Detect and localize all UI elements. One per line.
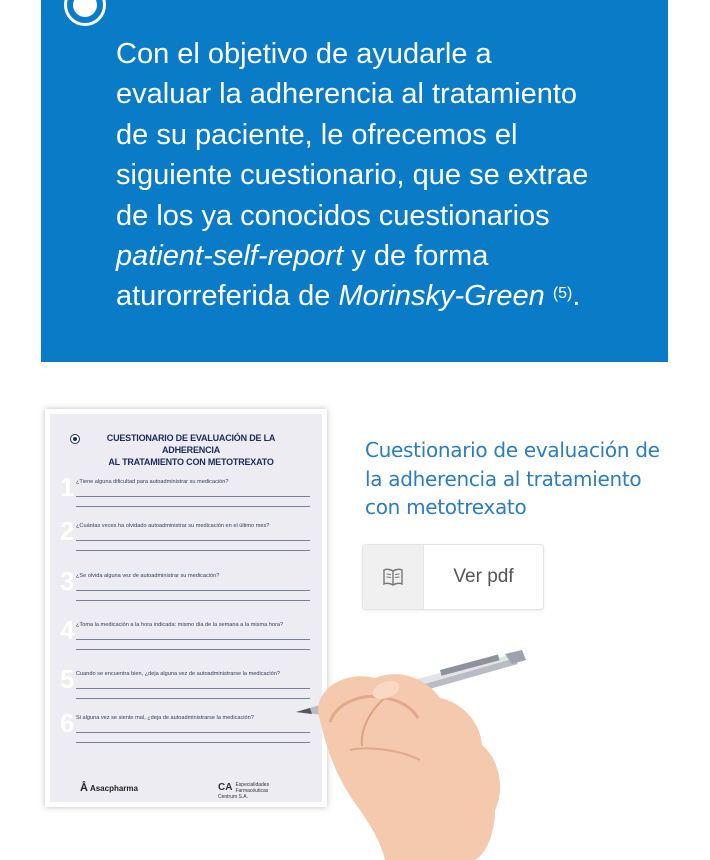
italic-term: Morinsky-Green: [338, 280, 545, 313]
question-number: 6: [60, 708, 75, 738]
answer-line: [76, 540, 310, 541]
questionnaire-heading-line: Cuestionario de evaluación de: [365, 438, 660, 462]
questionnaire-title-line: CUESTIONARIO DE EVALUACIÓN DE LA ADHERENCIA: [106, 433, 276, 455]
question-item: [60, 566, 312, 610]
intro-line: [116, 276, 656, 316]
question-number: 3: [60, 566, 75, 596]
centrum-logo-icon: CA: [218, 782, 233, 793]
question-number: 1: [60, 472, 75, 502]
reference-superscript: (5): [552, 285, 573, 303]
logo-text: Especialidades Farmacéuticas: [235, 782, 270, 794]
question-text: ¿Toma la medicación a la hora indicada: mismo día de la semana a la misma hora?: [76, 622, 284, 628]
intro-line: evaluar la adherencia al tratamiento: [116, 78, 578, 111]
intro-line: siguiente cuestionario, que se extrae: [116, 159, 589, 192]
questionnaire-heading-line: con metotrexato: [365, 495, 527, 519]
hand-with-pen-image: [290, 650, 590, 860]
intro-line: de su paciente, le ofrecemos el: [116, 118, 518, 151]
answer-line: [76, 590, 310, 591]
answer-line: [76, 639, 310, 640]
view-pdf-button[interactable]: [362, 544, 544, 610]
view-pdf-label: Ver pdf: [453, 566, 514, 587]
question-item: [60, 708, 312, 752]
italic-term: patient-self-report: [116, 240, 344, 273]
centrum-logo: [218, 782, 298, 800]
answer-line: [76, 698, 310, 699]
intro-line: Con el objetivo de ayudarle a: [116, 38, 492, 70]
question-text: ¿Tiene alguna dificultad para autoadministrar su medicación?: [76, 479, 229, 485]
questionnaire-title-line: AL TRATAMIENTO CON METOTREXATO: [108, 457, 274, 467]
questionnaire-title: [86, 432, 296, 468]
intro-text-span: aturorreferida de: [116, 280, 339, 313]
answer-line: [76, 550, 310, 551]
question-item: [60, 472, 312, 516]
question-text: ¿Se olvida alguna vez de autoadministrar su medicación?: [76, 573, 220, 579]
logo-text: Centrum S.A.: [218, 794, 249, 800]
question-item: [60, 664, 312, 708]
paper-bullet-icon: [70, 434, 80, 444]
asacpharma-logo-icon: Å: [80, 782, 88, 794]
asacpharma-logo: [80, 782, 138, 794]
question-text: Cuando se encuentra bien, ¿deja alguna vez de autoadministrarse la medicación?: [76, 671, 280, 677]
intro-text: [116, 34, 656, 317]
question-number: 5: [60, 664, 75, 694]
answer-line: [76, 732, 310, 733]
question-item: [60, 516, 312, 560]
question-item: [60, 615, 312, 659]
intro-line: de los ya conocidos cuestionarios: [116, 199, 550, 232]
answer-line: [76, 506, 310, 507]
answer-line: [76, 742, 310, 743]
answer-line: [76, 649, 310, 650]
question-text: ¿Cuántas veces ha olvidado autoadministrar su medicación en el último mes?: [76, 523, 270, 529]
question-text: Si alguna vez se siente mal, ¿deja de autoadministrarse la medicación?: [76, 715, 254, 721]
questionnaire-heading: [365, 436, 675, 522]
question-number: 2: [60, 516, 75, 546]
question-number: 4: [60, 615, 75, 645]
pdf-icon-box: [363, 545, 424, 609]
answer-line: [76, 600, 310, 601]
intro-text-span: y de forma: [343, 240, 489, 273]
answer-line: [76, 688, 310, 689]
intro-text-span: .: [572, 280, 581, 313]
intro-line: [116, 236, 656, 276]
questionnaire-preview[interactable]: [45, 409, 327, 807]
questionnaire-heading-line: la adherencia al tratamiento: [365, 466, 642, 491]
book-icon: [383, 568, 403, 586]
answer-line: [76, 496, 310, 497]
questionnaire-paper: [50, 414, 322, 802]
logo-text: Asacpharma: [89, 784, 138, 793]
